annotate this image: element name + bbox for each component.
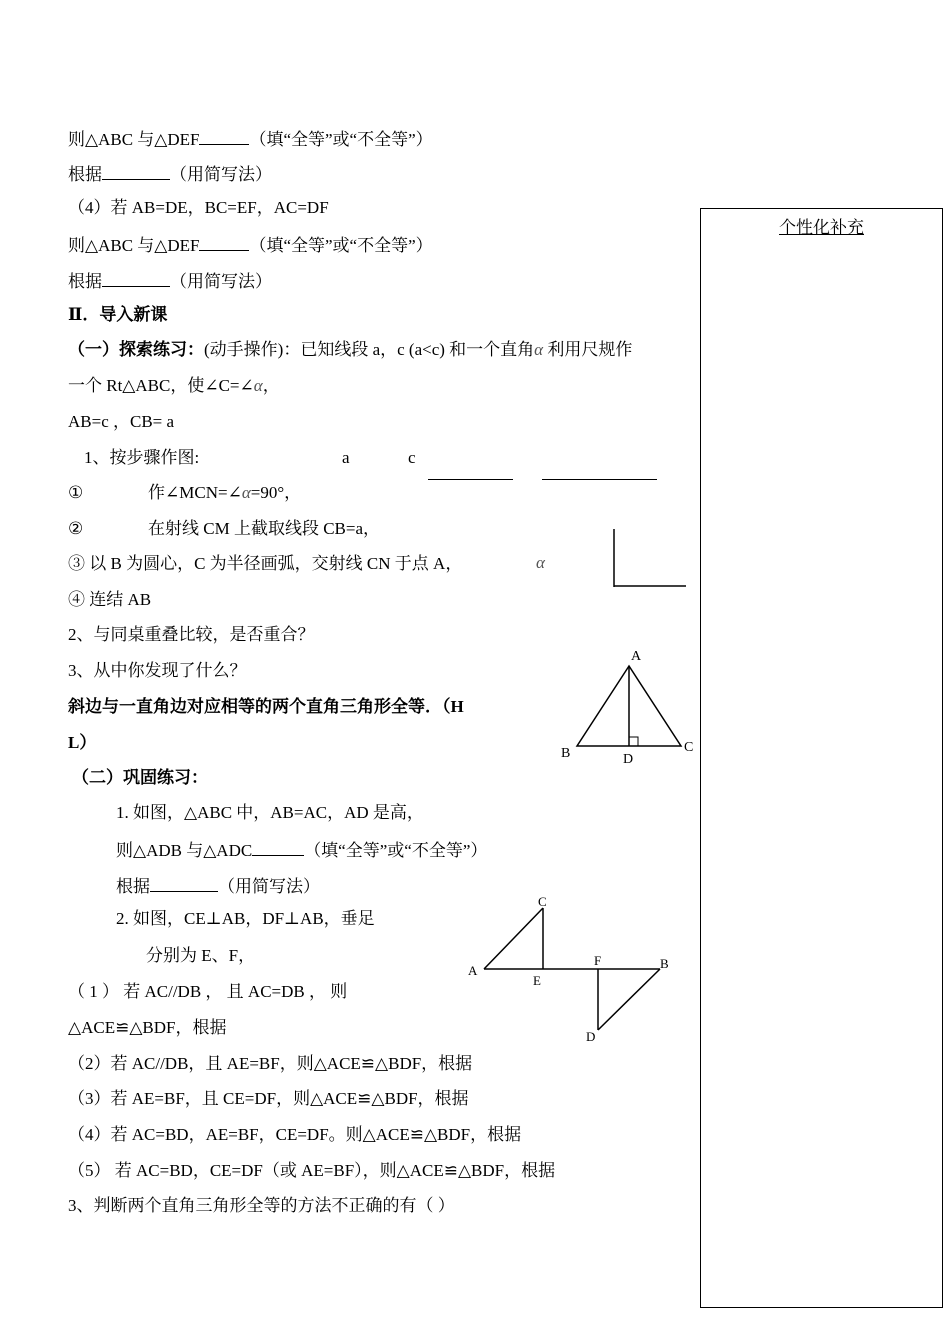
line-compare-1 — [68, 126, 433, 151]
line-reason-2 — [68, 268, 272, 293]
text: (动手操作)：已知线段 a，c (a<c) 和一个直角 — [204, 340, 535, 359]
exploration-line2 — [68, 375, 280, 397]
exercise-1: 1. 如图，△ABC 中，AB=AC，AD 是高， — [116, 803, 424, 822]
alpha-symbol: α — [241, 483, 251, 502]
line-reason-1 — [68, 161, 272, 186]
hl-theorem-cont: L） — [68, 733, 97, 752]
step-2: 在射线 CM 上截取线段 CB=a， — [148, 519, 381, 538]
steps-heading: 1、按步骤作图: — [84, 448, 200, 467]
exercise-1-compare — [116, 837, 487, 862]
text: 则△ADB 与△ADC — [116, 841, 253, 860]
label-f: F — [594, 953, 602, 968]
isosceles-triangle-figure — [555, 640, 700, 770]
exploration-line3: AB=c ，CB= a — [68, 412, 175, 431]
step-3: ③ 以 B 为圆心，C 为半径画弧，交射线 CN 于点 A， — [68, 554, 463, 573]
blank — [199, 232, 249, 251]
label-e: E — [533, 973, 541, 988]
right-angle-figure — [608, 525, 690, 593]
hl-theorem: 斜边与一直角边对应相等的两个直角三角形全等．（H — [68, 697, 464, 716]
text: （用简写法） — [170, 272, 272, 291]
text: （填“全等”或“不全等”） — [249, 236, 433, 255]
exercise-2-case-1: （ 1 ） 若 AC//DB ， 且 AC=DB ， 则 — [68, 982, 348, 1001]
exercise-2-case-1-cont: △ACE≌△BDF，根据 — [68, 1018, 227, 1037]
label-d: D — [586, 1029, 596, 1044]
blank — [252, 837, 304, 856]
label-c: C — [684, 740, 694, 755]
step-1 — [148, 482, 301, 504]
section-heading: Ⅱ．导入新课 — [68, 305, 168, 324]
alpha-symbol: α — [534, 340, 544, 359]
line-compare-2 — [68, 232, 433, 257]
text: 根据 — [116, 877, 150, 896]
text: （填“全等”或“不全等”） — [249, 130, 433, 149]
line-case-4: （4）若 AB=DE，BC=EF，AC=DF — [68, 198, 329, 217]
text: ， — [262, 376, 280, 395]
text: （用简写法） — [170, 165, 272, 184]
label-b: B — [660, 956, 669, 971]
text: （填“全等”或“不全等”） — [304, 841, 488, 860]
step-1-num: ① — [68, 483, 84, 502]
question-3-methods: 3、判断两个直角三角形全等的方法不正确的有（ ） — [68, 1196, 455, 1215]
label-a: A — [468, 963, 478, 978]
label-c: C — [538, 894, 547, 909]
blank — [150, 873, 218, 892]
segment-c-label: c — [408, 448, 416, 467]
text: =90°， — [250, 483, 302, 502]
text: 则△ABC 与△DEF — [68, 130, 200, 149]
section-2-heading: （二）巩固练习： — [72, 768, 208, 787]
personalized-notes-box — [700, 208, 943, 1308]
question-2: 2、与同桌重叠比较，是否重合？ — [68, 625, 315, 644]
text: （一）探索练习： — [68, 340, 204, 359]
exercise-2-case-5: （5） 若 AC=BD，CE=DF（或 AE=BF），则△ACE≌△BDF，根据 — [68, 1161, 556, 1180]
segment-c — [542, 479, 657, 480]
question-3: 3、从中你发现了什么？ — [68, 661, 247, 680]
text: 根据 — [68, 272, 102, 291]
segment-ac — [484, 908, 543, 969]
notes-title: 个性化补充 — [779, 218, 864, 237]
text: 则△ABC 与△DEF — [68, 236, 200, 255]
label-a: A — [631, 649, 642, 664]
segment-a-label: a — [342, 448, 350, 467]
exercise-2-case-4: （4）若 AC=BD，AE=BF，CE=DF。则△ACE≌△BDF，根据 — [68, 1125, 522, 1144]
exercise-2: 2. 如图，CE⊥AB，DF⊥AB，垂足 — [116, 909, 375, 928]
angle-alpha-label: α — [536, 553, 545, 572]
text: （用简写法） — [218, 877, 320, 896]
exercise-2-cont: 分别为 E、F， — [146, 946, 256, 965]
alpha-symbol: α — [253, 376, 263, 395]
exercise-1-reason — [116, 873, 320, 898]
blank — [199, 126, 249, 145]
right-angle-mark — [629, 737, 638, 746]
text: 一个 Rt△ABC，使∠C=∠ — [68, 376, 254, 395]
label-b: B — [561, 746, 571, 761]
text: 作∠MCN=∠ — [148, 483, 242, 502]
text: 利用尺规作 — [543, 340, 633, 359]
blank — [102, 161, 170, 180]
perpendicular-triangles-figure — [460, 890, 675, 1050]
segment-db — [598, 969, 660, 1030]
exercise-2-case-3: （3）若 AE=BF，且 CE=DF，则△ACE≌△BDF，根据 — [68, 1089, 469, 1108]
label-d: D — [623, 752, 634, 767]
step-2-num: ② — [68, 519, 84, 538]
exercise-2-case-2: （2）若 AC//DB，且 AE=BF，则△ACE≌△BDF，根据 — [68, 1054, 473, 1073]
blank — [102, 268, 170, 287]
exploration-intro — [68, 339, 632, 361]
text: 根据 — [68, 165, 102, 184]
step-4: ④ 连结 AB — [68, 590, 152, 609]
segment-a — [428, 479, 513, 480]
